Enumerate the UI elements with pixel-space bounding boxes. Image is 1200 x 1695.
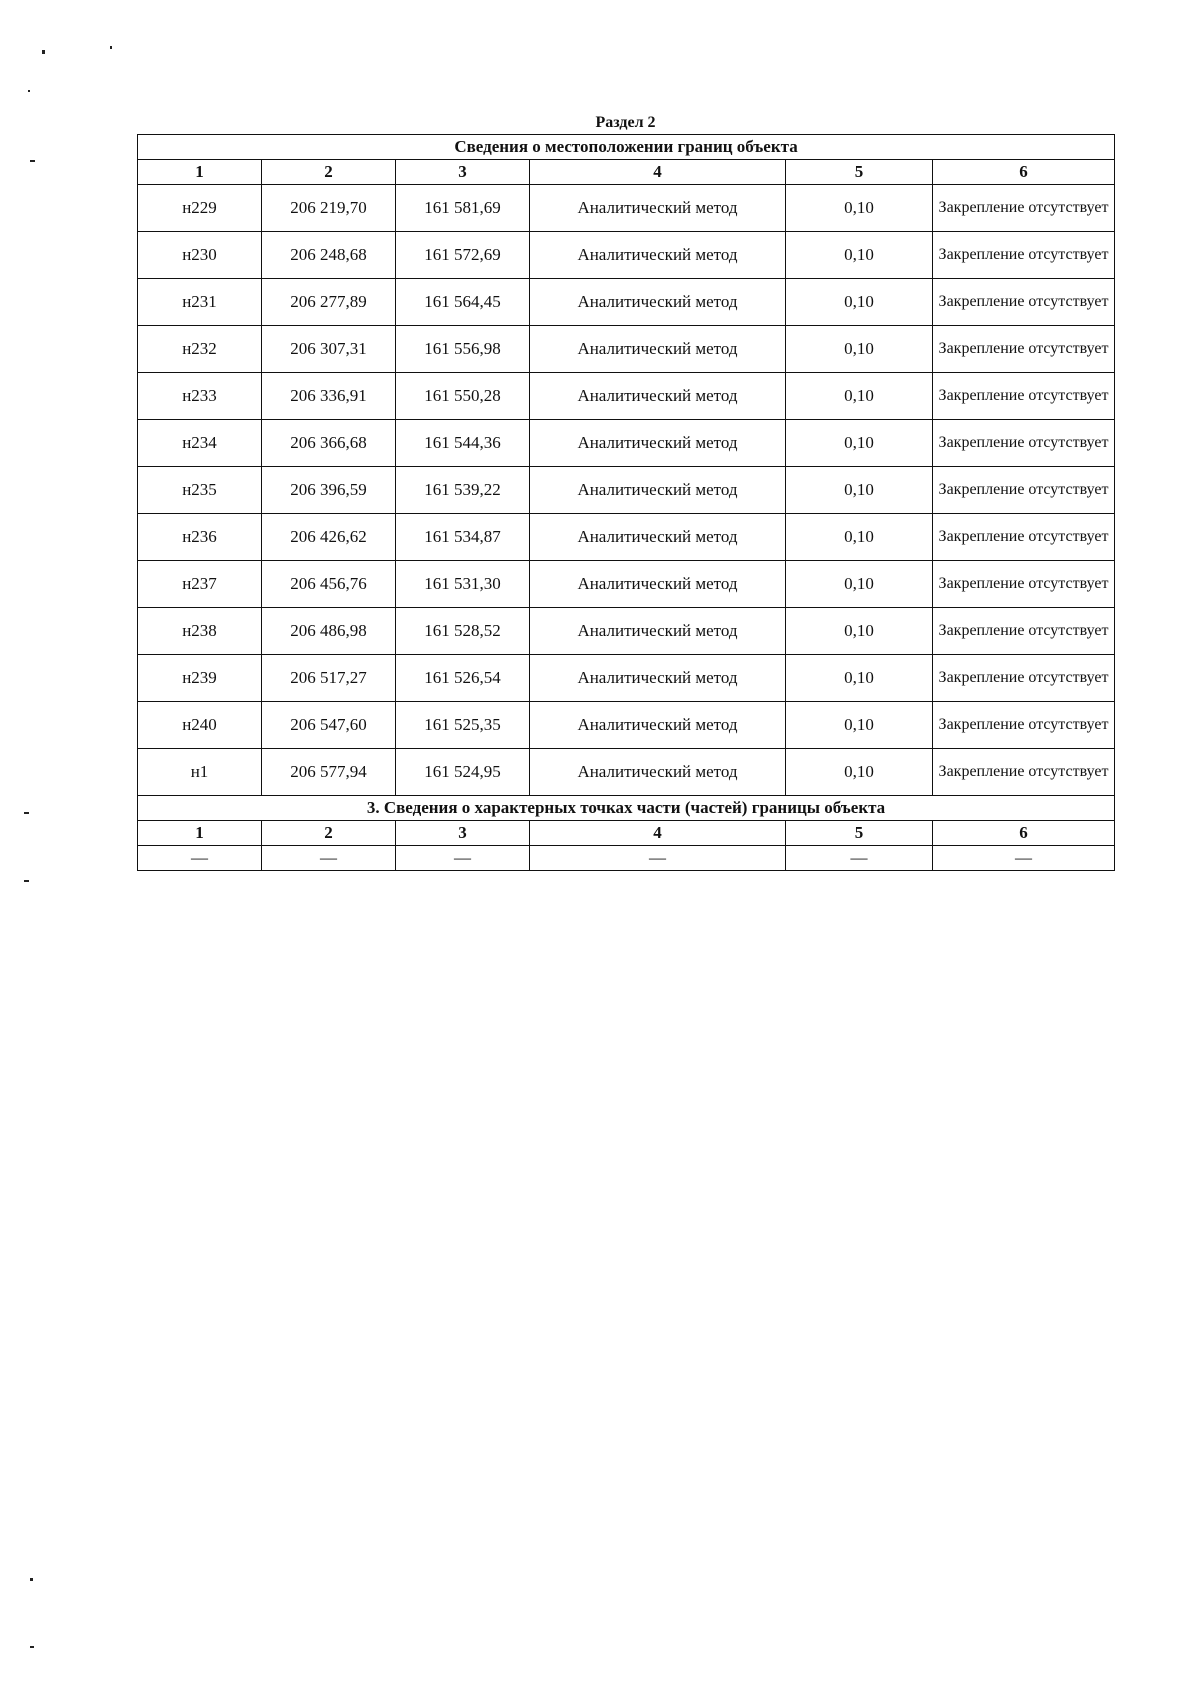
scan-mark bbox=[30, 1578, 33, 1581]
accuracy-cell: 0,10 bbox=[786, 702, 933, 749]
fixing-description-cell: Закрепление отсутствует bbox=[933, 514, 1115, 561]
parts-table-title: 3. Сведения о характерных точках части (частей) границы объекта bbox=[138, 796, 1115, 821]
point-name-cell: н239 bbox=[138, 655, 262, 702]
table-row bbox=[138, 561, 1115, 608]
method-cell: Аналитический метод bbox=[530, 514, 786, 561]
y-coordinate-cell: 161 544,36 bbox=[396, 420, 530, 467]
y-coordinate-cell: 161 525,35 bbox=[396, 702, 530, 749]
point-name-cell: н1 bbox=[138, 749, 262, 796]
x-coordinate-cell: 206 248,68 bbox=[262, 232, 396, 279]
method-cell: Аналитический метод bbox=[530, 326, 786, 373]
fixing-description-cell: Закрепление отсутствует bbox=[933, 185, 1115, 232]
fixing-description-cell: Закрепление отсутствует bbox=[933, 467, 1115, 514]
y-coordinate-cell: 161 534,87 bbox=[396, 514, 530, 561]
point-name-cell: н235 bbox=[138, 467, 262, 514]
table-row bbox=[138, 655, 1115, 702]
y-coordinate-cell: 161 539,22 bbox=[396, 467, 530, 514]
y-coordinate-cell: 161 564,45 bbox=[396, 279, 530, 326]
accuracy-cell: 0,10 bbox=[786, 608, 933, 655]
accuracy-cell: 0,10 bbox=[786, 749, 933, 796]
x-coordinate-cell: 206 366,68 bbox=[262, 420, 396, 467]
point-name-cell: н233 bbox=[138, 373, 262, 420]
accuracy-cell: 0,10 bbox=[786, 561, 933, 608]
point-name-cell: н231 bbox=[138, 279, 262, 326]
table-row bbox=[138, 514, 1115, 561]
scan-mark bbox=[30, 1646, 34, 1648]
fixing-description-cell: Закрепление отсутствует bbox=[933, 702, 1115, 749]
parts-table-title-row bbox=[138, 796, 1115, 821]
boundary-table bbox=[137, 134, 1115, 871]
x-coordinate-cell: 206 426,62 bbox=[262, 514, 396, 561]
y-coordinate-cell: 161 531,30 bbox=[396, 561, 530, 608]
method-cell: Аналитический метод bbox=[530, 608, 786, 655]
accuracy-cell: 0,10 bbox=[786, 514, 933, 561]
method-cell: Аналитический метод bbox=[530, 467, 786, 514]
empty-value-cell: — bbox=[786, 846, 933, 871]
main-column-number-row bbox=[138, 160, 1115, 185]
x-coordinate-cell: 206 277,89 bbox=[262, 279, 396, 326]
method-cell: Аналитический метод bbox=[530, 185, 786, 232]
y-coordinate-cell: 161 528,52 bbox=[396, 608, 530, 655]
column-number-cell: 3 bbox=[396, 821, 530, 846]
boundary-table-body bbox=[138, 135, 1115, 871]
y-coordinate-cell: 161 526,54 bbox=[396, 655, 530, 702]
point-name-cell: н238 bbox=[138, 608, 262, 655]
method-cell: Аналитический метод bbox=[530, 373, 786, 420]
fixing-description-cell: Закрепление отсутствует bbox=[933, 326, 1115, 373]
main-table-title: Сведения о местоположении границ объекта bbox=[138, 135, 1115, 160]
accuracy-cell: 0,10 bbox=[786, 279, 933, 326]
accuracy-cell: 0,10 bbox=[786, 185, 933, 232]
column-number-cell: 1 bbox=[138, 821, 262, 846]
table-row bbox=[138, 608, 1115, 655]
method-cell: Аналитический метод bbox=[530, 232, 786, 279]
y-coordinate-cell: 161 556,98 bbox=[396, 326, 530, 373]
method-cell: Аналитический метод bbox=[530, 702, 786, 749]
method-cell: Аналитический метод bbox=[530, 561, 786, 608]
accuracy-cell: 0,10 bbox=[786, 232, 933, 279]
empty-value-cell: — bbox=[396, 846, 530, 871]
table-row bbox=[138, 232, 1115, 279]
scan-mark bbox=[24, 880, 29, 882]
scan-mark bbox=[28, 90, 30, 92]
accuracy-cell: 0,10 bbox=[786, 326, 933, 373]
y-coordinate-cell: 161 550,28 bbox=[396, 373, 530, 420]
x-coordinate-cell: 206 486,98 bbox=[262, 608, 396, 655]
point-name-cell: н230 bbox=[138, 232, 262, 279]
x-coordinate-cell: 206 396,59 bbox=[262, 467, 396, 514]
column-number-cell: 2 bbox=[262, 160, 396, 185]
x-coordinate-cell: 206 517,27 bbox=[262, 655, 396, 702]
scan-mark bbox=[24, 812, 29, 814]
table-row bbox=[138, 846, 1115, 871]
method-cell: Аналитический метод bbox=[530, 749, 786, 796]
fixing-description-cell: Закрепление отсутствует bbox=[933, 420, 1115, 467]
accuracy-cell: 0,10 bbox=[786, 655, 933, 702]
column-number-cell: 6 bbox=[933, 821, 1115, 846]
column-number-cell: 1 bbox=[138, 160, 262, 185]
method-cell: Аналитический метод bbox=[530, 279, 786, 326]
column-number-cell: 6 bbox=[933, 160, 1115, 185]
point-name-cell: н237 bbox=[138, 561, 262, 608]
table-row bbox=[138, 279, 1115, 326]
section-heading: Раздел 2 bbox=[595, 114, 656, 131]
empty-value-cell: — bbox=[262, 846, 396, 871]
point-name-cell: н229 bbox=[138, 185, 262, 232]
fixing-description-cell: Закрепление отсутствует bbox=[933, 749, 1115, 796]
table-row bbox=[138, 420, 1115, 467]
column-number-cell: 4 bbox=[530, 160, 786, 185]
method-cell: Аналитический метод bbox=[530, 420, 786, 467]
y-coordinate-cell: 161 524,95 bbox=[396, 749, 530, 796]
point-name-cell: н240 bbox=[138, 702, 262, 749]
x-coordinate-cell: 206 547,60 bbox=[262, 702, 396, 749]
column-number-cell: 3 bbox=[396, 160, 530, 185]
fixing-description-cell: Закрепление отсутствует bbox=[933, 279, 1115, 326]
point-name-cell: н236 bbox=[138, 514, 262, 561]
scan-mark bbox=[30, 160, 35, 162]
column-number-cell: 5 bbox=[786, 821, 933, 846]
fixing-description-cell: Закрепление отсутствует bbox=[933, 232, 1115, 279]
point-name-cell: н234 bbox=[138, 420, 262, 467]
column-number-cell: 2 bbox=[262, 821, 396, 846]
x-coordinate-cell: 206 219,70 bbox=[262, 185, 396, 232]
fixing-description-cell: Закрепление отсутствует bbox=[933, 561, 1115, 608]
x-coordinate-cell: 206 307,31 bbox=[262, 326, 396, 373]
table-row bbox=[138, 326, 1115, 373]
y-coordinate-cell: 161 581,69 bbox=[396, 185, 530, 232]
x-coordinate-cell: 206 577,94 bbox=[262, 749, 396, 796]
scan-mark bbox=[42, 50, 45, 54]
accuracy-cell: 0,10 bbox=[786, 420, 933, 467]
fixing-description-cell: Закрепление отсутствует bbox=[933, 608, 1115, 655]
table-row bbox=[138, 185, 1115, 232]
empty-value-cell: — bbox=[933, 846, 1115, 871]
column-number-cell: 5 bbox=[786, 160, 933, 185]
parts-column-number-row bbox=[138, 821, 1115, 846]
method-cell: Аналитический метод bbox=[530, 655, 786, 702]
table-row bbox=[138, 373, 1115, 420]
column-number-cell: 4 bbox=[530, 821, 786, 846]
y-coordinate-cell: 161 572,69 bbox=[396, 232, 530, 279]
table-row bbox=[138, 749, 1115, 796]
main-table-title-row bbox=[138, 135, 1115, 160]
fixing-description-cell: Закрепление отсутствует bbox=[933, 373, 1115, 420]
x-coordinate-cell: 206 456,76 bbox=[262, 561, 396, 608]
empty-value-cell: — bbox=[530, 846, 786, 871]
table-row bbox=[138, 467, 1115, 514]
accuracy-cell: 0,10 bbox=[786, 467, 933, 514]
empty-value-cell: — bbox=[138, 846, 262, 871]
scan-mark bbox=[110, 46, 112, 49]
x-coordinate-cell: 206 336,91 bbox=[262, 373, 396, 420]
point-name-cell: н232 bbox=[138, 326, 262, 373]
fixing-description-cell: Закрепление отсутствует bbox=[933, 655, 1115, 702]
table-row bbox=[138, 702, 1115, 749]
accuracy-cell: 0,10 bbox=[786, 373, 933, 420]
